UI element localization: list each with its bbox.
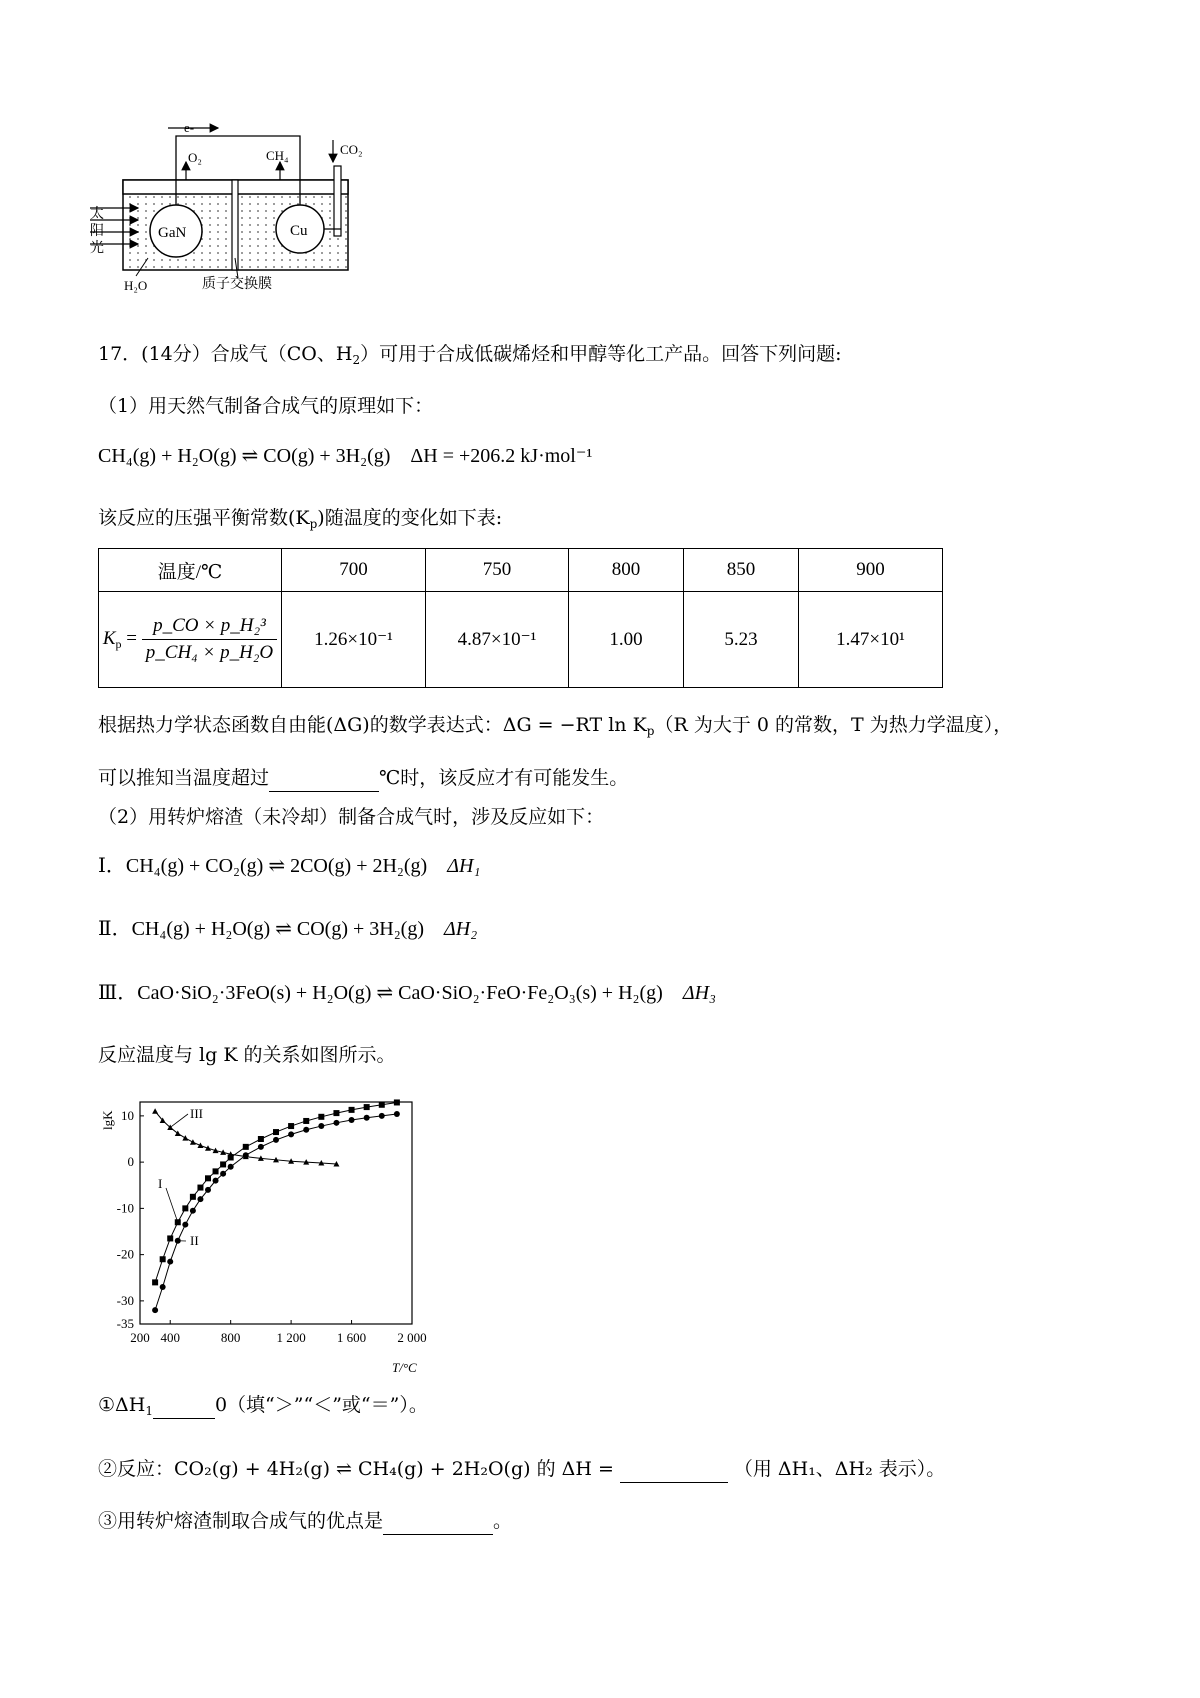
series-II-point [190,1208,196,1214]
series-label-I: I [158,1176,163,1191]
series-label-III: III [190,1106,203,1121]
x-tick-label: 200 [130,1330,150,1345]
electron-label: e- [184,120,195,135]
answer-blank-dh1[interactable] [153,1392,215,1419]
y-tick-label: -35 [116,1316,134,1331]
question-3: ③用转炉熔渣制取合成气的优点是 。 [98,1508,512,1535]
y-tick-label: -30 [116,1292,134,1308]
series-II-point [364,1115,370,1121]
series-leader-I [166,1188,178,1222]
series-I-point [364,1104,370,1110]
gan-label: GaN [158,225,187,241]
table-header-800: 800 [569,549,684,592]
kp-formula-numerator: p_CO × p_H₂³ [142,615,277,640]
table-header-700: 700 [282,549,426,592]
sun-label-3: 光 [90,240,104,256]
series-I-point [197,1185,203,1191]
answer-blank-dh[interactable] [620,1456,728,1483]
table-header-750: 750 [426,549,569,592]
series-II-point [213,1178,219,1184]
reaction-1: Ⅰ．CH₄(g) + CO₂(g) ⇌ 2CO(g) + 2H₂(g) ΔH₁ [98,855,481,877]
kp-formula-denominator: p_CH₄ × p_H₂O [145,642,274,663]
series-II-point [273,1137,279,1143]
question-2: ②反应：CO₂(g) + 4H₂(g) ⇌ CH₄(g) + 2H₂O(g) 的 ΔH = （用 ΔH₁、ΔH₂ 表示）。 [98,1456,945,1483]
series-II-point [197,1196,203,1202]
series-II-point [205,1187,211,1193]
sun-label-1: 太 [90,206,104,222]
part1-intro: （1）用天然气制备合成气的原理如下： [98,395,434,417]
series-II-point [303,1127,309,1133]
series-I-point [258,1136,264,1142]
series-I-point [152,1279,158,1285]
lgk-temperature-chart [98,1090,438,1380]
y-tick-label: -10 [116,1200,134,1216]
series-I-point [303,1118,309,1124]
y-tick-label: 10 [121,1107,134,1123]
kp-intro: 该反应的压强平衡常数$(K_p)$随温度的变化如下表: [98,507,503,531]
series-I-point [394,1099,400,1105]
series-II-point [394,1111,400,1117]
series-III-point [182,1135,188,1141]
series-II-point [220,1171,226,1177]
series-I-point [213,1168,219,1174]
kp-value-800: 1.00 [569,592,684,688]
y-tick-label: -20 [116,1246,134,1262]
reaction-3: Ⅲ．CaO·SiO₂·3FeO(s) + H₂O(g) ⇌ CaO·SiO₂·FeO·Fe₂O₃(s) + H₂(g) ΔH₃ [98,982,716,1004]
question-1: $①\Delta H_1$ 0（填“＞”“＜”或“＝”）。 [98,1394,428,1418]
sun-label-2: 阳 [90,223,104,239]
gibbs-expression: 根据热力学状态函数自由能(ΔG)的数学表达式：ΔG = −RT $\ln K_p(R$ 为大于 0 的常数，T 为热力学温度）， [98,714,1013,738]
graph-intro: 反应温度与 lg K 的关系如图所示。 [98,1044,396,1066]
ch4-label: CH₄ [266,148,289,163]
main-equation: CH₄(g) + H₂O(g) ⇌ CO(g) + 3H₂(g) ΔH = +206.2 kJ·mol⁻¹ [98,445,593,467]
series-II-point [333,1120,339,1126]
series-label-II: II [190,1233,199,1248]
series-II-point [160,1284,166,1290]
series-I-point [318,1114,324,1120]
series-I-point [288,1123,294,1129]
series-II-point [258,1144,264,1150]
chart-ylabel: lgK [100,1110,115,1130]
series-I-point [243,1144,249,1150]
series-II-point [318,1123,324,1129]
series-I-point [190,1194,196,1200]
series-I-point [167,1235,173,1241]
series-II-point [379,1113,385,1119]
table-header-900: 900 [799,549,943,592]
y-tick-label: 0 [127,1154,134,1170]
series-leader-III [170,1114,188,1127]
series-II-point [349,1117,355,1123]
series-II-point [288,1131,294,1137]
kp-table [98,548,943,688]
x-tick-label: 400 [160,1330,180,1345]
series-II-point [152,1307,158,1313]
x-tick-label: 1 200 [276,1330,306,1345]
series-II-point [167,1259,173,1265]
series-I-point [273,1129,279,1135]
table-header-temp: 温度/℃ [99,549,282,592]
kp-value-750: 4.87×10⁻¹ [426,592,569,688]
kp-value-850: 5.23 [684,592,799,688]
series-II-point [182,1222,188,1228]
infer-temperature: 可以推知当温度超过 ℃时，该反应才有可能发生。 [98,765,628,792]
series-III-point [152,1108,158,1114]
series-I-point [333,1110,339,1116]
table-header-850: 850 [684,549,799,592]
main-equation-dh: ΔH = +206.2 kJ·mol⁻¹ [410,445,593,467]
question-header: 17．(14分）合成气（CO、$H_2$）可用于合成低碳烯烃和甲醇等化工产品。回答下列问题: [98,343,842,367]
membrane-label: 质子交换膜 [202,276,272,292]
water-label: H₂O [124,278,148,293]
reaction-2: Ⅱ．CH₄(g) + H₂O(g) ⇌ CO(g) + 3H₂(g) ΔH₂ [98,918,478,940]
part2-intro: （2）用转炉熔渣（未冷却）制备合成气时，涉及反应如下： [98,806,605,828]
series-III-point [190,1139,196,1145]
series-I-point [182,1205,188,1211]
series-III-point [197,1142,203,1148]
co2-label: CO₂ [340,142,363,157]
electrolysis-cell-diagram [88,118,408,318]
series-II-point [228,1164,234,1170]
x-tick-label: 2 000 [397,1330,427,1345]
series-I-point [349,1107,355,1113]
chart-xlabel: T/°C [392,1360,417,1375]
answer-blank-temperature[interactable] [269,765,379,792]
o2-label: O₂ [188,150,202,165]
cu-label: Cu [290,223,308,239]
kp-formula-cell: $K_p$ = $\frac{\text{p\_CO × p\_H₂³}}{\text{p\_CH₄ × p\_H₂O}}$ [99,592,282,688]
series-I-point [220,1161,226,1167]
kp-value-700: 1.26×10⁻¹ [282,592,426,688]
series-I-point [205,1175,211,1181]
x-tick-label: 1 600 [336,1330,367,1345]
series-I-point [379,1102,385,1108]
answer-blank-advantage[interactable] [383,1508,493,1535]
series-I-point [160,1256,166,1262]
x-tick-label: 800 [220,1330,241,1345]
kp-value-900: 1.47×10¹ [799,592,943,688]
